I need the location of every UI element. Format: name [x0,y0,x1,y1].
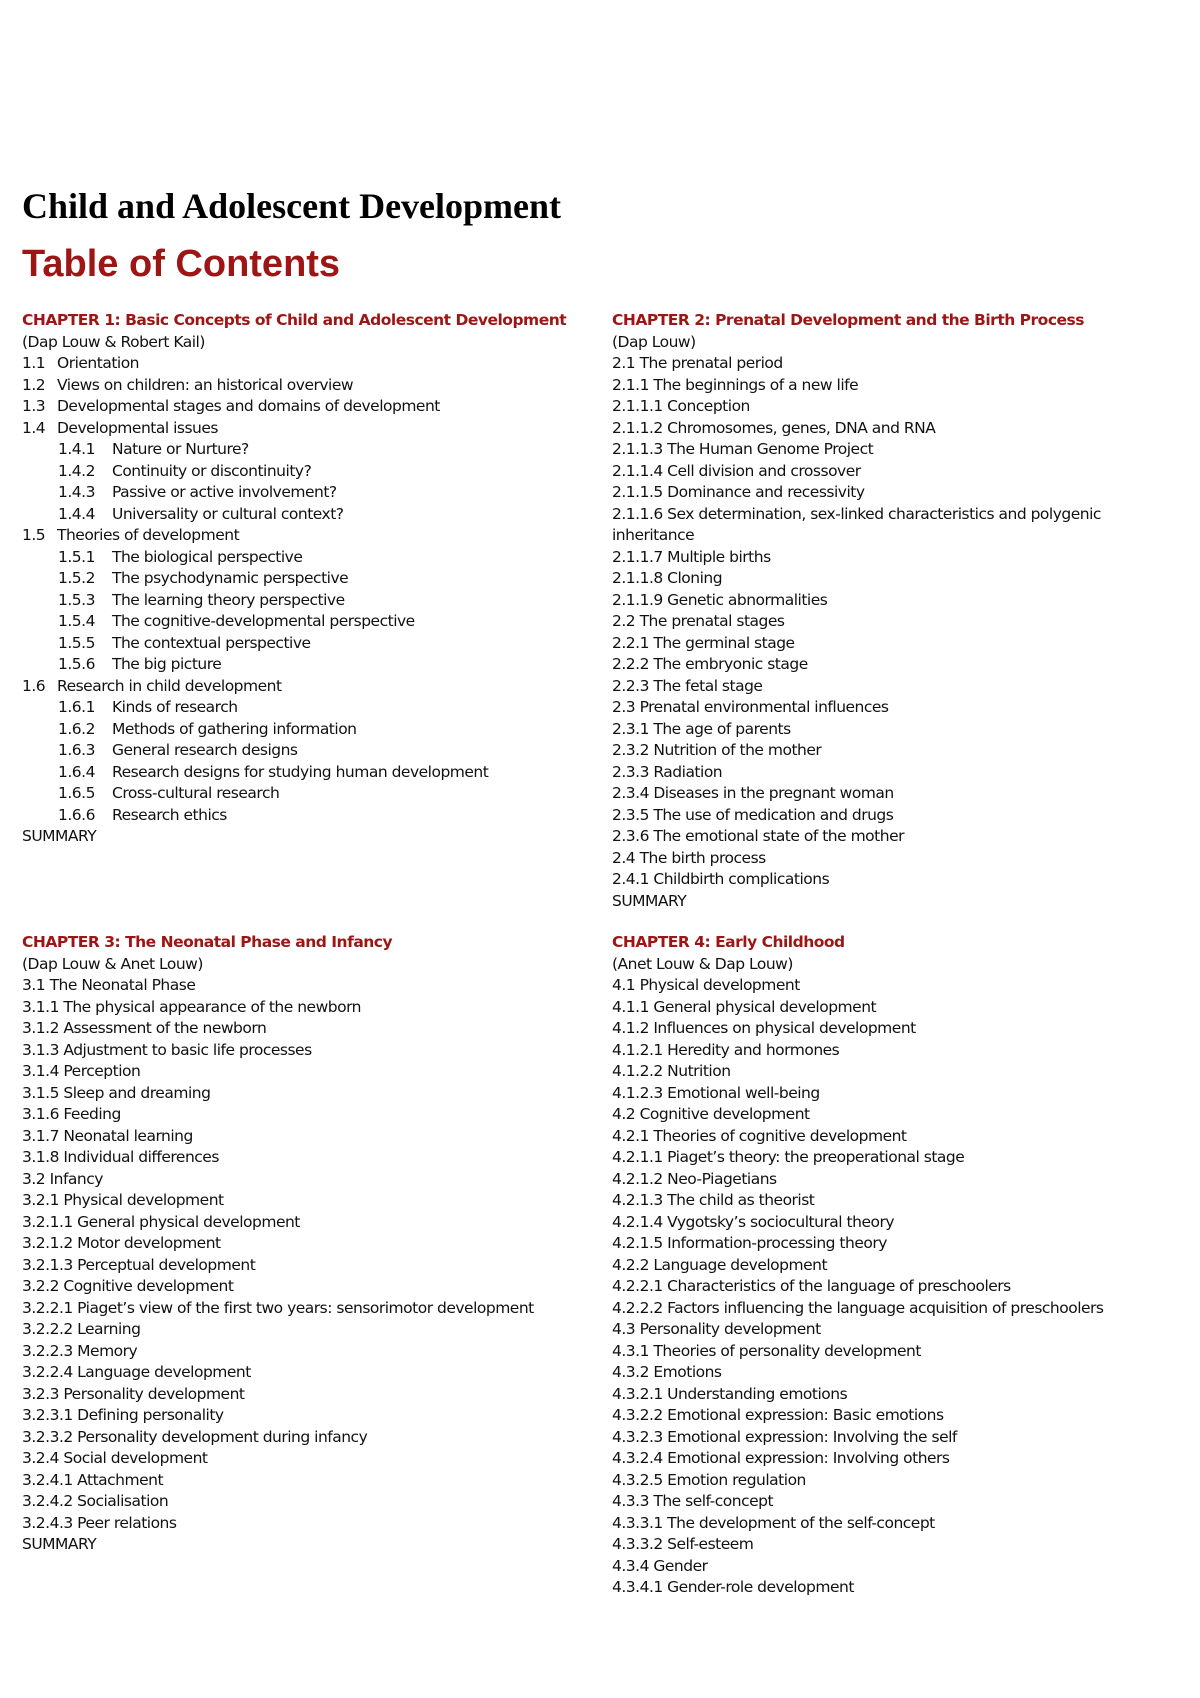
toc-entry-number: 1.5.1 [58,547,95,566]
toc-entry-text: The psychodynamic perspective [112,569,349,587]
toc-title: Table of Contents [22,243,341,285]
toc-entry: 4.2 Cognitive development [612,1105,810,1123]
toc-entry: 2.3 Prenatal environmental influences [612,698,889,716]
toc-entry-number: 1.6.6 [58,805,95,824]
toc-entry: 3.1.6 Feeding [22,1105,121,1123]
toc-entry: 3.2 Infancy [22,1169,103,1188]
chapter-contents-list [612,353,1182,912]
toc-entry-text: Developmental issues [57,418,218,437]
chapter-heading [22,932,597,975]
toc-entry-text: Theories of development [57,526,240,544]
toc-entry [22,805,582,827]
toc-entry: 3.2.2.3 Memory [22,1341,138,1360]
toc-entry: 4.1.2.3 Emotional well-being [612,1083,820,1102]
toc-entry [22,654,582,676]
chapter-heading [22,310,582,353]
toc-entry: 2.1 The prenatal period [612,354,783,372]
toc-entry [22,633,582,655]
toc-entry: 3.2.2.1 Piaget’s view of the first two years: sensorimotor development [22,1298,534,1317]
toc-entry-text: The biological perspective [112,547,303,566]
toc-entry: 2.1.1.7 Multiple births [612,547,771,566]
toc-entry: 4.3.2.4 Emotional expression: Involving others [612,1449,950,1467]
toc-entry: 4.3.2 Emotions [612,1363,722,1381]
toc-entry: 3.1.8 Individual differences [22,1148,219,1166]
toc-entry [22,396,582,418]
toc-entry-number: 1.4.1 [58,440,95,458]
toc-entry: 4.3.3.2 Self-esteem [612,1535,754,1553]
toc-entry-text: The learning theory perspective [112,590,345,609]
toc-entry [22,353,582,375]
toc-entry: 2.1.1.5 Dominance and recessivity [612,483,865,501]
chapter-title: CHAPTER 1: Basic Concepts of Child and Adolescent Development [22,311,567,329]
toc-entry [22,461,582,483]
toc-entry-text: Views on children: an historical overview [57,375,354,394]
toc-entry: 3.1.7 Neonatal learning [22,1126,193,1145]
chapter-authors: (Dap Louw) [612,332,696,351]
toc-entry: 3.2.2.4 Language development [22,1363,251,1381]
chapter-3-section [22,932,597,1556]
toc-entry [22,525,582,547]
toc-entry [22,740,582,762]
toc-entry: 2.3.6 The emotional state of the mother [612,827,904,845]
toc-entry [22,676,582,698]
toc-entry: 4.3.3.1 The development of the self-concept [612,1513,935,1532]
toc-entry: 3.1.2 Assessment of the newborn [22,1019,267,1037]
toc-entry: 4.3 Personality development [612,1320,821,1338]
toc-entry: 4.3.2.1 Understanding emotions [612,1384,848,1403]
toc-entry: 3.2.4 Social development [22,1449,208,1467]
toc-entry: 4.3.2.5 Emotion regulation [612,1470,806,1489]
toc-entry: 2.3.1 The age of parents [612,719,791,738]
toc-entry: 2.3.3 Radiation [612,762,723,781]
toc-entry-number: 1.5.4 [58,612,95,630]
toc-entry: 2.3.4 Diseases in the pregnant woman [612,784,894,802]
toc-entry [22,504,582,526]
toc-entry-number: 1.4 [22,418,46,437]
toc-entry [22,568,582,590]
toc-entry [22,547,582,569]
toc-entry: 2.3.2 Nutrition of the mother [612,741,822,759]
toc-entry-text: Research in child development [57,676,282,695]
toc-entry-number: 1.6 [22,676,46,695]
toc-entry: 4.3.1 Theories of personality development [612,1341,921,1360]
toc-entry: 4.2.1 Theories of cognitive development [612,1126,907,1145]
toc-entry-text: Nature or Nurture? [112,440,249,458]
toc-entry-text: The big picture [112,655,222,673]
toc-entry: 3.2.2 Cognitive development [22,1277,234,1295]
toc-entry: 2.3.5 The use of medication and drugs [612,805,894,824]
toc-entry-number: 1.5.6 [58,655,95,673]
toc-entry: SUMMARY [612,891,687,910]
chapter-heading [612,310,1182,353]
chapter-1-section [22,310,582,848]
toc-entry: 4.1 Physical development [612,976,800,994]
toc-entry-number: 1.2 [22,375,46,394]
toc-entry: 2.2.2 The embryonic stage [612,655,808,673]
toc-entry: 4.1.2.1 Heredity and hormones [612,1040,840,1059]
toc-entry: 3.2.4.3 Peer relations [22,1513,177,1532]
toc-entry-number: 1.5.2 [58,569,95,587]
toc-entry [22,697,582,719]
toc-entry-text: Orientation [57,354,140,372]
toc-entry [22,826,582,848]
toc-entry: 3.2.3.2 Personality development during infancy [22,1427,368,1446]
toc-entry-number: 1.6.5 [58,784,95,802]
toc-entry-text: SUMMARY [22,827,97,845]
toc-entry: 4.2.2.1 Characteristics of the language of preschoolers [612,1277,1011,1295]
toc-entry: 2.1.1.2 Chromosomes, genes, DNA and RNA [612,418,936,437]
toc-entry: 4.3.3 The self-concept [612,1492,774,1510]
toc-entry-text: Universality or cultural context? [112,504,344,523]
toc-entry: 4.3.2.3 Emotional expression: Involving the self [612,1427,957,1446]
toc-entry-text: General research designs [112,741,298,759]
toc-entry: 4.2.1.2 Neo-Piagetians [612,1169,777,1188]
toc-entry-number: 1.5.5 [58,633,95,652]
toc-entry [22,439,582,461]
toc-entry [22,482,582,504]
toc-entry-number: 1.6.3 [58,741,95,759]
toc-entry [22,611,582,633]
toc-entry: 2.1.1.8 Cloning [612,569,723,587]
toc-entry [22,418,582,440]
toc-entry-number: 1.6.1 [58,698,95,716]
chapter-authors: (Dap Louw & Robert Kail) [22,332,205,351]
toc-entry: 2.1.1.4 Cell division and crossover [612,461,861,480]
toc-entry-text: Developmental stages and domains of development [57,397,440,415]
toc-entry: 2.1.1.9 Genetic abnormalities [612,590,828,609]
toc-entry: 3.2.1.2 Motor development [22,1234,221,1252]
chapter-4-section [612,932,1187,1599]
toc-entry: 4.2.1.4 Vygotsky’s sociocultural theory [612,1212,895,1231]
chapter-contents-list [22,975,597,1556]
chapter-title: CHAPTER 3: The Neonatal Phase and Infancy [22,933,393,951]
toc-entry: 4.3.4 Gender [612,1556,708,1575]
toc-entry: 3.2.1 Physical development [22,1191,224,1209]
chapter-authors: (Dap Louw & Anet Louw) [22,954,203,973]
toc-entry: 4.1.2.2 Nutrition [612,1062,731,1080]
toc-entry-text: The contextual perspective [112,633,311,652]
toc-entry: 2.1.1.6 Sex determination, sex-linked characteristics and polygenic inheritance [612,504,1101,544]
chapter-heading [612,932,1187,975]
toc-entry [22,375,582,397]
toc-entry: 3.2.4.1 Attachment [22,1470,164,1489]
toc-entry: 4.3.2.2 Emotional expression: Basic emotions [612,1406,944,1424]
toc-entry: 2.4.1 Childbirth complications [612,870,830,888]
toc-entry: 4.2.1.1 Piaget’s theory: the preoperational stage [612,1148,965,1166]
toc-entry: 4.1.1 General physical development [612,997,877,1016]
toc-entry-text: Passive or active involvement? [112,483,337,501]
toc-entry-text: Continuity or discontinuity? [112,461,312,480]
toc-entry: 3.2.3 Personality development [22,1384,245,1403]
toc-entry: 2.2.3 The fetal stage [612,676,763,695]
chapter-title: CHAPTER 4: Early Childhood [612,933,845,951]
toc-entry: 4.3.4.1 Gender-role development [612,1578,854,1596]
toc-entry: SUMMARY [22,1535,97,1553]
toc-entry: 3.1.4 Perception [22,1062,141,1080]
toc-entry: 2.2 The prenatal stages [612,612,785,630]
toc-entry-number: 1.4.2 [58,461,95,480]
toc-entry-text: The cognitive-developmental perspective [112,612,415,630]
toc-entry: 3.2.2.2 Learning [22,1320,141,1338]
chapter-title: CHAPTER 2: Prenatal Development and the Birth Process [612,311,1084,329]
toc-entry-number: 1.5 [22,526,46,544]
toc-entry: 4.1.2 Influences on physical development [612,1019,916,1037]
toc-entry [22,762,582,784]
toc-entry: 3.2.1.1 General physical development [22,1212,300,1231]
toc-entry: 3.2.3.1 Defining personality [22,1406,224,1424]
toc-entry-text: Research ethics [112,805,227,824]
toc-entry [22,590,582,612]
toc-entry: 3.1.3 Adjustment to basic life processes [22,1040,312,1059]
toc-entry: 2.2.1 The germinal stage [612,633,795,652]
toc-entry-text: Kinds of research [112,698,238,716]
toc-entry [22,783,582,805]
toc-entry-number: 1.1 [22,354,46,372]
toc-entry-text: Cross-cultural research [112,784,280,802]
toc-entry-number: 1.4.4 [58,504,95,523]
toc-entry: 3.2.1.3 Perceptual development [22,1255,256,1274]
chapter-2-section [612,310,1182,912]
toc-entry: 3.1 The Neonatal Phase [22,976,196,994]
chapter-contents-list [22,353,582,848]
toc-entry: 4.2.2.2 Factors influencing the language acquisition of preschoolers [612,1298,1104,1317]
toc-entry: 3.2.4.2 Socialisation [22,1492,169,1510]
toc-entry-number: 1.6.2 [58,719,95,738]
toc-entry: 2.1.1.3 The Human Genome Project [612,440,874,458]
toc-entry [22,719,582,741]
toc-entry: 2.1.1 The beginnings of a new life [612,375,859,394]
toc-entry-number: 1.3 [22,397,46,415]
toc-entry: 3.1.5 Sleep and dreaming [22,1083,211,1102]
toc-entry-text: Research designs for studying human development [112,762,489,781]
toc-entry-number: 1.6.4 [58,762,95,781]
chapter-contents-list [612,975,1187,1599]
toc-entry-number: 1.5.3 [58,590,95,609]
toc-entry: 4.2.1.3 The child as theorist [612,1191,815,1209]
toc-entry-number: 1.4.3 [58,483,95,501]
chapter-authors: (Anet Louw & Dap Louw) [612,954,793,973]
book-title: Child and Adolescent Development [22,186,562,226]
toc-entry: 3.1.1 The physical appearance of the newborn [22,997,361,1016]
toc-entry: 2.4 The birth process [612,848,766,867]
toc-entry: 2.1.1.1 Conception [612,397,750,415]
toc-entry-text: Methods of gathering information [112,719,357,738]
toc-entry: 4.2.2 Language development [612,1255,828,1274]
toc-entry: 4.2.1.5 Information-processing theory [612,1234,887,1252]
